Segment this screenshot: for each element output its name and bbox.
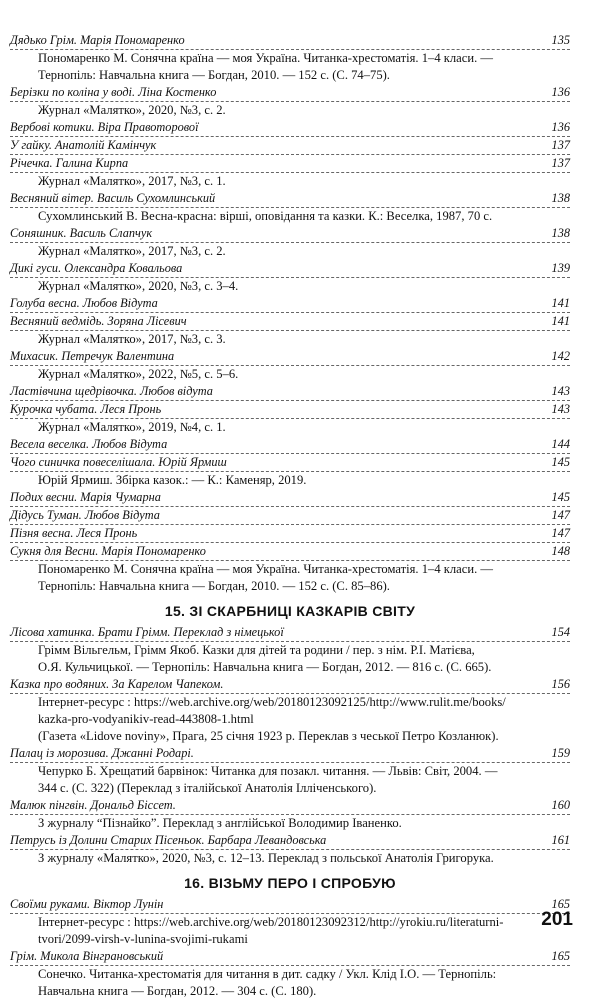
entry-title: Пізня весна. Леся Пронь xyxy=(10,526,138,540)
entry-title: Дикі гуси. Олександра Ковальова xyxy=(10,261,183,275)
entry-title: Дідусь Туман. Любов Відута xyxy=(10,508,160,522)
entry-title-row xyxy=(10,507,570,525)
entry-title: Вербові котики. Віра Правоторової xyxy=(10,120,199,134)
entry-source xyxy=(10,208,570,225)
toc-entry xyxy=(10,797,570,832)
entry-page-number: 165 xyxy=(551,949,570,963)
source-line: (Газета «Lidove noviny», Прага, 25 січня 1923 р. Переклав з чеської Петро Козланюк). xyxy=(38,729,499,743)
entry-title: Ластівчина щедрівочка. Любов відута xyxy=(10,384,213,398)
toc-entry xyxy=(10,313,570,348)
entry-title-row xyxy=(10,155,570,173)
entry-title-row xyxy=(10,832,570,850)
section-heading: 16. ВІЗЬМУ ПЕРО І СПРОБУЮ xyxy=(184,875,396,891)
entry-title-row xyxy=(10,543,570,561)
entry-source xyxy=(10,50,570,84)
entry-source xyxy=(10,419,570,436)
entry-title: Соняшник. Василь Слапчук xyxy=(10,226,153,240)
section-heading: 15. ЗІ СКАРБНИЦІ КАЗКАРІВ СВІТУ xyxy=(164,603,416,619)
source-line: Пономаренко М. Сонячна країна — моя Україна. Читанка-хрестоматія. 1–4 класи. — xyxy=(38,51,493,65)
entry-title: Петрусь із Долини Старих Пісеньок. Барбара Левандовська xyxy=(10,833,327,847)
entry-page-number: 135 xyxy=(551,33,570,47)
source-line: Журнал «Малятко», 2019, №4, с. 1. xyxy=(38,420,226,434)
entry-source xyxy=(10,763,570,797)
entry-source xyxy=(10,173,570,190)
toc-entry xyxy=(10,896,570,948)
entry-title: Берізки по коліна у воді. Ліна Костенко xyxy=(10,85,217,99)
entry-title: Курочка чубата. Леся Пронь xyxy=(10,402,162,416)
source-line: 344 с. (С. 322) (Переклад з італійської Анатолія Ілліченського). xyxy=(38,781,377,795)
entry-page-number: 138 xyxy=(551,226,570,240)
entry-page-number: 160 xyxy=(551,798,570,812)
entry-title-row xyxy=(10,348,570,366)
source-line: О.Я. Кульчицької. — Тернопіль: Навчальна книга — Богдан, 2012. — 816 с. (С. 665). xyxy=(38,660,492,674)
entry-title-row xyxy=(10,190,570,208)
entry-title-row xyxy=(10,119,570,137)
source-line: Журнал «Малятко», 2020, №3, с. 3–4. xyxy=(38,279,239,293)
entry-title-row xyxy=(10,896,570,914)
entry-title: Казка про водяних. За Карелом Чапеком. xyxy=(10,677,224,691)
entry-title: Річечка. Галина Кирпа xyxy=(10,156,129,170)
entry-source xyxy=(10,694,570,745)
entry-page-number: 159 xyxy=(551,746,570,760)
toc-entry xyxy=(10,525,570,543)
entry-title-row xyxy=(10,676,570,694)
toc-entry xyxy=(10,225,570,260)
entry-title: Весняний ведмідь. Зоряна Лісевич xyxy=(10,314,187,328)
toc-entry xyxy=(10,454,570,489)
toc-entry xyxy=(10,383,570,401)
entry-title: У гайку. Анатолій Камінчук xyxy=(10,138,157,152)
entry-page-number: 143 xyxy=(551,384,570,398)
toc-entry xyxy=(10,190,570,225)
entry-page-number: 147 xyxy=(551,526,570,540)
toc-entry xyxy=(10,745,570,797)
entry-title: Михасик. Петречук Валентина xyxy=(10,349,175,363)
entry-title: Весняний вітер. Василь Сухомлинський xyxy=(10,191,216,205)
source-line: kazka-pro-vodyanikiv-read-443808-1.html xyxy=(38,712,254,726)
source-line: Тернопіль: Навчальна книга — Богдан, 2010. — 152 с. (С. 74–75). xyxy=(38,68,390,82)
toc-entry xyxy=(10,119,570,137)
entry-title: Подих весни. Марія Чумарна xyxy=(10,490,161,504)
entry-page-number: 165 xyxy=(551,897,570,911)
source-line: Сухомлинський В. Весна-красна: вірші, оповідання та казки. К.: Веселка, 1987, 70 с. xyxy=(38,209,493,223)
entry-title-row xyxy=(10,436,570,454)
entry-title-row xyxy=(10,624,570,642)
entry-source xyxy=(10,561,570,595)
toc-entry xyxy=(10,137,570,155)
entry-title-row xyxy=(10,383,570,401)
entry-title: Лісова хатинка. Брати Грімм. Переклад з німецької xyxy=(10,625,284,639)
source-line: Інтернет-ресурс : https://web.archive.org/web/20180123092125/http://www.rulit.me/books/ xyxy=(38,695,506,709)
entry-page-number: 161 xyxy=(551,833,570,847)
entry-title-row xyxy=(10,797,570,815)
source-line: tvori/2099-virsh-v-lunina-svojimi-rukami xyxy=(38,932,248,946)
entry-page-number: 145 xyxy=(551,490,570,504)
entry-source xyxy=(10,278,570,295)
entry-page-number: 137 xyxy=(551,138,570,152)
source-line: З журналу “Пізнайко”. Переклад з англійської Володимир Іваненко. xyxy=(38,816,402,830)
entry-source xyxy=(10,850,570,867)
entry-title-row xyxy=(10,295,570,313)
toc-entry xyxy=(10,260,570,295)
entry-title-row xyxy=(10,260,570,278)
entry-page-number: 154 xyxy=(551,625,570,639)
entry-page-number: 145 xyxy=(551,455,570,469)
entry-title: Малюк пінгвін. Дональд Біссет. xyxy=(10,798,176,812)
entry-source xyxy=(10,966,570,1000)
entry-source xyxy=(10,331,570,348)
source-line: Чепурко Б. Хрещатий барвінок: Читанка для позакл. читання. — Львів: Світ, 2004. — xyxy=(38,764,498,778)
toc-entry xyxy=(10,948,570,1000)
entry-title-row xyxy=(10,84,570,102)
entry-page-number: 147 xyxy=(551,508,570,522)
toc-entry xyxy=(10,348,570,383)
toc-entry xyxy=(10,676,570,745)
entry-page-number: 142 xyxy=(551,349,570,363)
entry-page-number: 137 xyxy=(551,156,570,170)
entry-page-number: 136 xyxy=(551,85,570,99)
entry-page-number: 136 xyxy=(551,120,570,134)
entry-title-row xyxy=(10,401,570,419)
toc-entry xyxy=(10,32,570,84)
entry-source xyxy=(10,815,570,832)
entry-title-row xyxy=(10,948,570,966)
toc-entry xyxy=(10,295,570,313)
source-line: Пономаренко М. Сонячна країна — моя Україна. Читанка-хрестоматія. 1–4 класи. — xyxy=(38,562,493,576)
entry-title-row xyxy=(10,525,570,543)
entry-source xyxy=(10,243,570,260)
source-line: Грімм Вільгельм, Грімм Якоб. Казки для дітей та родини / пер. з нім. Р.І. Матієва, xyxy=(38,643,475,657)
entry-source xyxy=(10,366,570,383)
entry-title-row xyxy=(10,489,570,507)
entry-title: Голуба весна. Любов Відута xyxy=(10,296,158,310)
toc-entry xyxy=(10,543,570,595)
toc-entry xyxy=(10,832,570,867)
entry-title-row xyxy=(10,225,570,243)
entry-title: Грім. Микола Вінграновський xyxy=(10,949,164,963)
entry-title-row xyxy=(10,454,570,472)
source-line: Журнал «Малятко», 2022, №5, с. 5–6. xyxy=(38,367,239,381)
entry-title-row xyxy=(10,32,570,50)
entry-page-number: 141 xyxy=(551,314,570,328)
toc-entry xyxy=(10,84,570,119)
source-line: Юрій Ярмиш. Збірка казок.: — К.: Каменяр, 2019. xyxy=(38,473,307,487)
entry-page-number: 156 xyxy=(551,677,570,691)
source-line: Журнал «Малятко», 2020, №3, с. 2. xyxy=(38,103,226,117)
entry-title-row xyxy=(10,313,570,331)
source-line: Сонечко. Читанка-хрестоматія для читання в дит. садку / Укл. Клід І.О. — Тернопіль: xyxy=(38,967,497,981)
entry-title: Сукня для Весни. Марія Пономаренко xyxy=(10,544,206,558)
toc-entry xyxy=(10,401,570,436)
source-line: Журнал «Малятко», 2017, №3, с. 1. xyxy=(38,174,226,188)
source-line: Навчальна книга — Богдан, 2012. — 304 с. (С. 180). xyxy=(38,984,317,998)
entry-page-number: 143 xyxy=(551,402,570,416)
page-number: 201 xyxy=(541,909,573,930)
toc-entry xyxy=(10,155,570,190)
entry-page-number: 138 xyxy=(551,191,570,205)
entry-source xyxy=(10,472,570,489)
source-line: Тернопіль: Навчальна книга — Богдан, 2010. — 152 с. (С. 85–86). xyxy=(38,579,390,593)
source-line: Журнал «Малятко», 2017, №3, с. 2. xyxy=(38,244,226,258)
entry-title-row xyxy=(10,745,570,763)
source-line: Інтернет-ресурс : https://web.archive.org/web/20180123092312/http://yrokiu.ru/literaturni- xyxy=(38,915,504,929)
source-line: Журнал «Малятко», 2017, №3, с. 3. xyxy=(38,332,226,346)
entry-title: Своїми руками. Віктор Лунін xyxy=(10,897,164,911)
toc-entry xyxy=(10,624,570,676)
entry-page-number: 144 xyxy=(551,437,570,451)
entry-title: Весела веселка. Любов Відута xyxy=(10,437,168,451)
toc-entry xyxy=(10,507,570,525)
toc-entry xyxy=(10,436,570,454)
entry-title-row xyxy=(10,137,570,155)
entry-page-number: 139 xyxy=(551,261,570,275)
entry-source xyxy=(10,642,570,676)
entry-title: Палац із морозива. Джанні Родарі. xyxy=(10,746,194,760)
source-line: З журналу «Малятко», 2020, №3, с. 12–13. Переклад з польської Анатолія Григорука. xyxy=(38,851,494,865)
entry-title: Чого синичка повеселішала. Юрій Ярмиш xyxy=(10,455,227,469)
table-of-contents xyxy=(10,32,570,1000)
entry-page-number: 148 xyxy=(551,544,570,558)
entry-title: Дядько Грім. Марія Пономаренко xyxy=(10,33,185,47)
entry-source xyxy=(10,102,570,119)
entry-page-number: 141 xyxy=(551,296,570,310)
toc-entry xyxy=(10,489,570,507)
